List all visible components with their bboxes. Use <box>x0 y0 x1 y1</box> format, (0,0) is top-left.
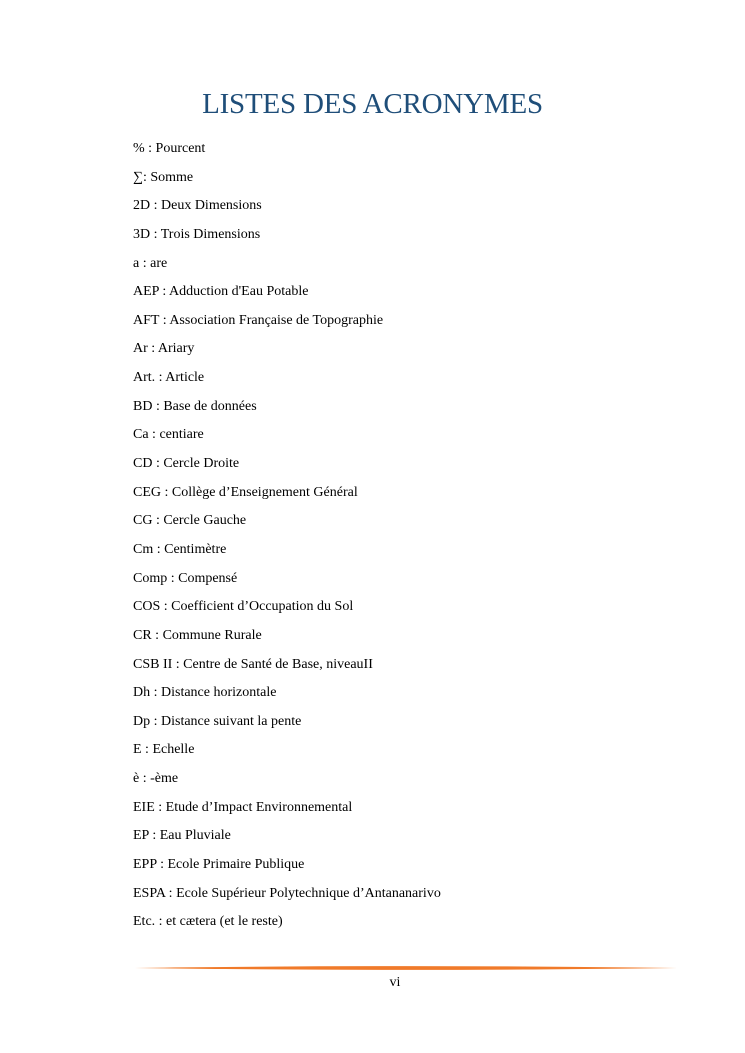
list-item: EPP : Ecole Primaire Publique <box>133 857 305 873</box>
list-item: CSB II : Centre de Santé de Base, niveauII <box>133 656 373 672</box>
list-item: è : -ème <box>133 771 179 787</box>
page-number: vi <box>389 975 401 990</box>
list-item: Art. : Article <box>133 370 205 386</box>
list-item: ∑: Somme <box>133 169 194 185</box>
list-item: Cm : Centimètre <box>133 541 227 557</box>
list-item: BD : Base de données <box>133 398 257 414</box>
list-item: Dp : Distance suivant la pente <box>133 713 302 729</box>
list-item: EP : Eau Pluviale <box>133 828 231 844</box>
list-item: a : are <box>133 255 168 271</box>
list-item: Ar : Ariary <box>133 341 195 357</box>
list-item: Ca : centiare <box>133 427 204 443</box>
page-title: LISTES DES ACRONYMES <box>202 88 543 120</box>
list-item: COS : Coefficient d’Occupation du Sol <box>133 599 354 615</box>
list-item: 3D : Trois Dimensions <box>133 226 261 242</box>
list-item: Comp : Compensé <box>133 570 238 586</box>
list-item: 2D : Deux Dimensions <box>133 198 262 214</box>
list-item: CEG : Collège d’Enseignement Général <box>133 484 358 500</box>
acronym-list <box>133 140 441 942</box>
list-item: AEP : Adduction d'Eau Potable <box>133 284 309 300</box>
list-item: % : Pourcent <box>133 141 206 156</box>
list-item: CR : Commune Rurale <box>133 627 262 643</box>
list-item: E : Echelle <box>133 742 195 758</box>
footer-divider <box>135 963 677 973</box>
list-item: CG : Cercle Gauche <box>133 513 247 529</box>
list-item: AFT : Association Française de Topographie <box>133 312 384 328</box>
list-item: EIE : Etude d’Impact Environnemental <box>133 799 353 815</box>
list-item: CD : Cercle Droite <box>133 456 240 472</box>
list-item: Dh : Distance horizontale <box>133 685 277 701</box>
list-item: Etc. : et cætera (et le reste) <box>133 914 283 930</box>
list-item: ESPA : Ecole Supérieur Polytechnique d’Antananarivo <box>133 885 441 901</box>
